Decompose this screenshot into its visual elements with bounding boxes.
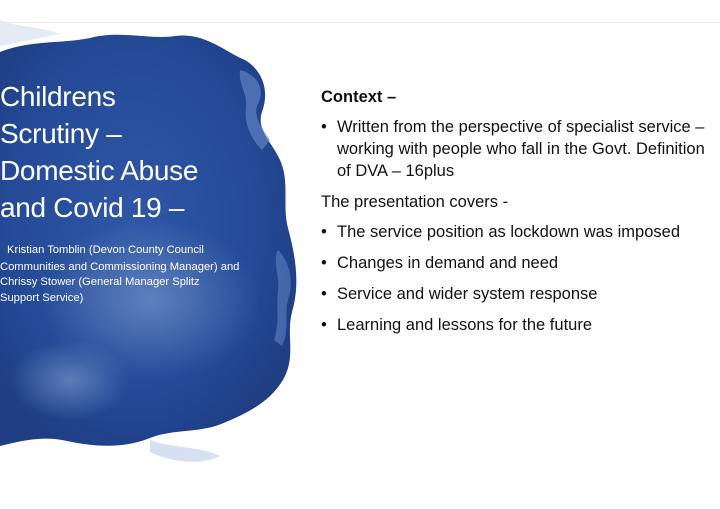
- list-item: [321, 221, 716, 243]
- context-list: [321, 116, 716, 182]
- bullet-text: Service and wider system response: [337, 285, 598, 303]
- bullet-icon: •: [321, 118, 327, 136]
- bullet-text: Written from the perspective of specialist service – working with people who fall in the Govt. Definition of DVA – 16plus: [337, 118, 705, 180]
- splash-highlight: [10, 340, 130, 420]
- bullet-text: Learning and lessons for the future: [337, 316, 593, 334]
- subtitle-line-1: Kristian Tomblin (Devon County Council: [7, 244, 204, 256]
- splash-edge: [0, 20, 60, 46]
- bullet-text: Changes in demand and need: [337, 254, 559, 272]
- slide-title: Childrens Scrutiny – Domestic Abuse and Covid 19 –: [0, 81, 199, 223]
- bullet-icon: •: [321, 285, 327, 303]
- bullet-text: The service position as lockdown was imposed: [337, 223, 680, 241]
- bullet-icon: •: [321, 316, 327, 334]
- list-item: [321, 116, 716, 182]
- covers-list: [321, 221, 716, 336]
- bullet-icon: •: [321, 254, 327, 272]
- bullet-icon: •: [321, 223, 327, 241]
- covers-heading: The presentation covers -: [321, 193, 509, 211]
- slide-subtitle: [0, 243, 240, 306]
- subtitle-line-rest: Communities and Commissioning Manager) and Chrissy Stower (General Manager Splitz Support Service): [0, 260, 240, 304]
- list-item: [321, 314, 716, 336]
- list-item: [321, 283, 716, 305]
- splash-drip: [150, 440, 220, 462]
- content-body: [321, 86, 716, 345]
- context-heading: Context –: [321, 88, 397, 106]
- list-item: [321, 252, 716, 274]
